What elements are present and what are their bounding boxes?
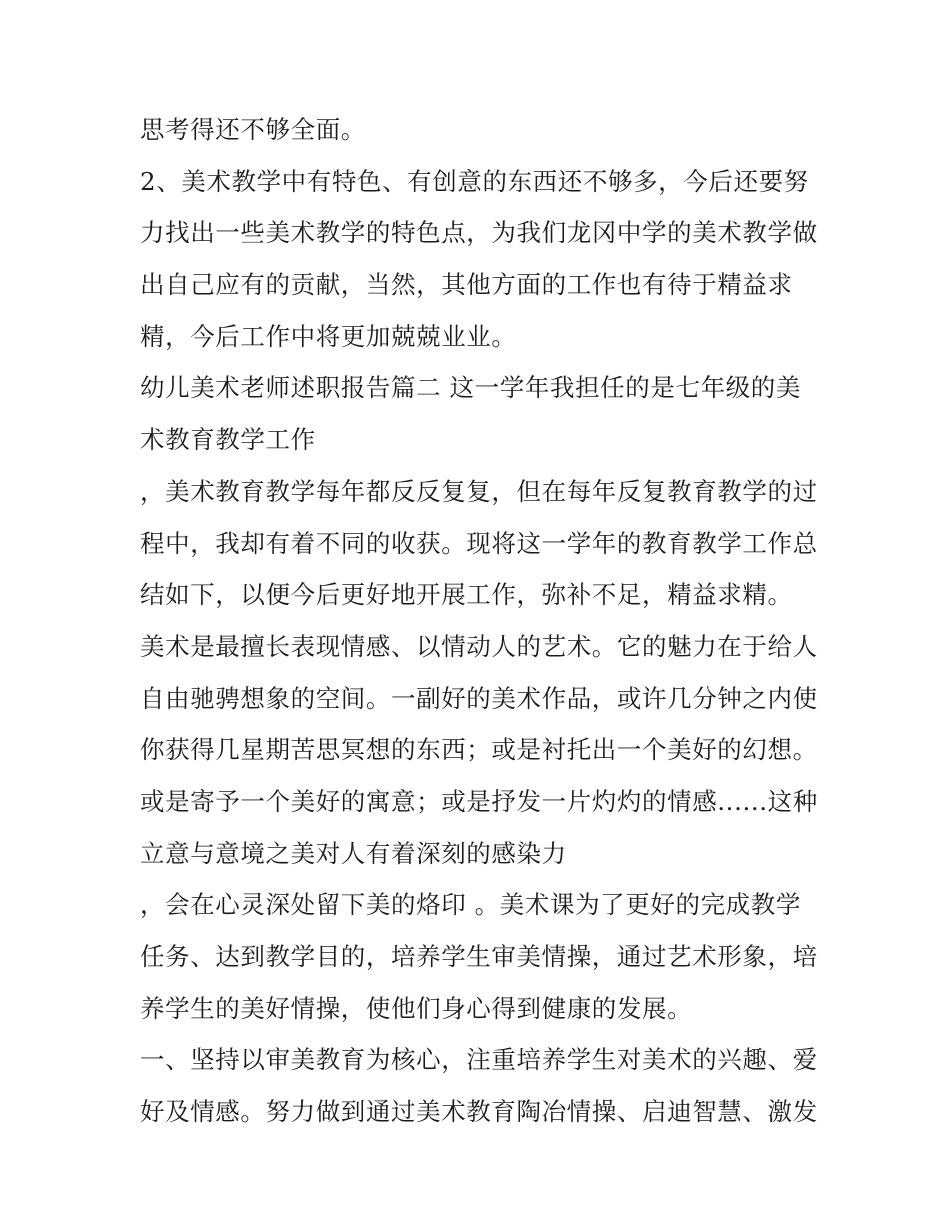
text-line: 或是寄予一个美好的寓意；或是抒发一片灼灼的情感......这种 [140, 786, 818, 816]
text-line: 美术是最擅长表现情感、以情动人的艺术。它的魅力在于给人 [140, 631, 818, 661]
text-line: 力找出一些美术教学的特色点，为我们龙冈中学的美术教学做 [140, 218, 818, 248]
text-line: ，美术教育教学每年都反反复复，但在每年反复教育教学的过 [140, 476, 818, 506]
text-line: 一、坚持以审美教育为核心，注重培养学生对美术的兴趣、爱 [140, 1045, 818, 1075]
text-line: 立意与意境之美对人有着深刻的感染力 [140, 838, 567, 868]
text-line: 2、美术教学中有特色、有创意的东西还不够多，今后还要努 [140, 166, 809, 196]
text-line: 好及情感。努力做到通过美术教育陶冶情操、启迪智慧、激发 [140, 1097, 818, 1127]
text-line: 精，今后工作中将更加兢兢业业。 [140, 321, 517, 351]
text-line: 自由驰骋想象的空间。一副好的美术作品，或许几分钟之内使 [140, 683, 818, 713]
text-line: 术教育教学工作 [140, 425, 316, 455]
text-line: ，会在心灵深处留下美的烙印 。美术课为了更好的完成教学 [140, 890, 801, 920]
text-line: 你获得几星期苦思冥想的东西；或是衬托出一个美好的幻想。 [140, 735, 818, 765]
document-body [140, 104, 820, 1138]
text-line: 出自己应有的贡献，当然，其他方面的工作也有待于精益求 [140, 270, 793, 300]
text-line: 思考得还不够全面。 [140, 115, 366, 144]
text-line: 程中，我却有着不同的收获。现将这一学年的教育教学工作总 [140, 528, 818, 558]
text-line: 任务、达到教学目的，培养学生审美情操，通过艺术形象，培 [140, 942, 818, 971]
text-line: 幼儿美术老师述职报告篇二 这一学年我担任的是七年级的美 [140, 373, 801, 403]
text-line: 养学生的美好情操，使他们身心得到健康的发展。 [140, 993, 693, 1023]
text-line: 结如下，以便今后更好地开展工作，弥补不足，精益求精。 [140, 580, 793, 610]
